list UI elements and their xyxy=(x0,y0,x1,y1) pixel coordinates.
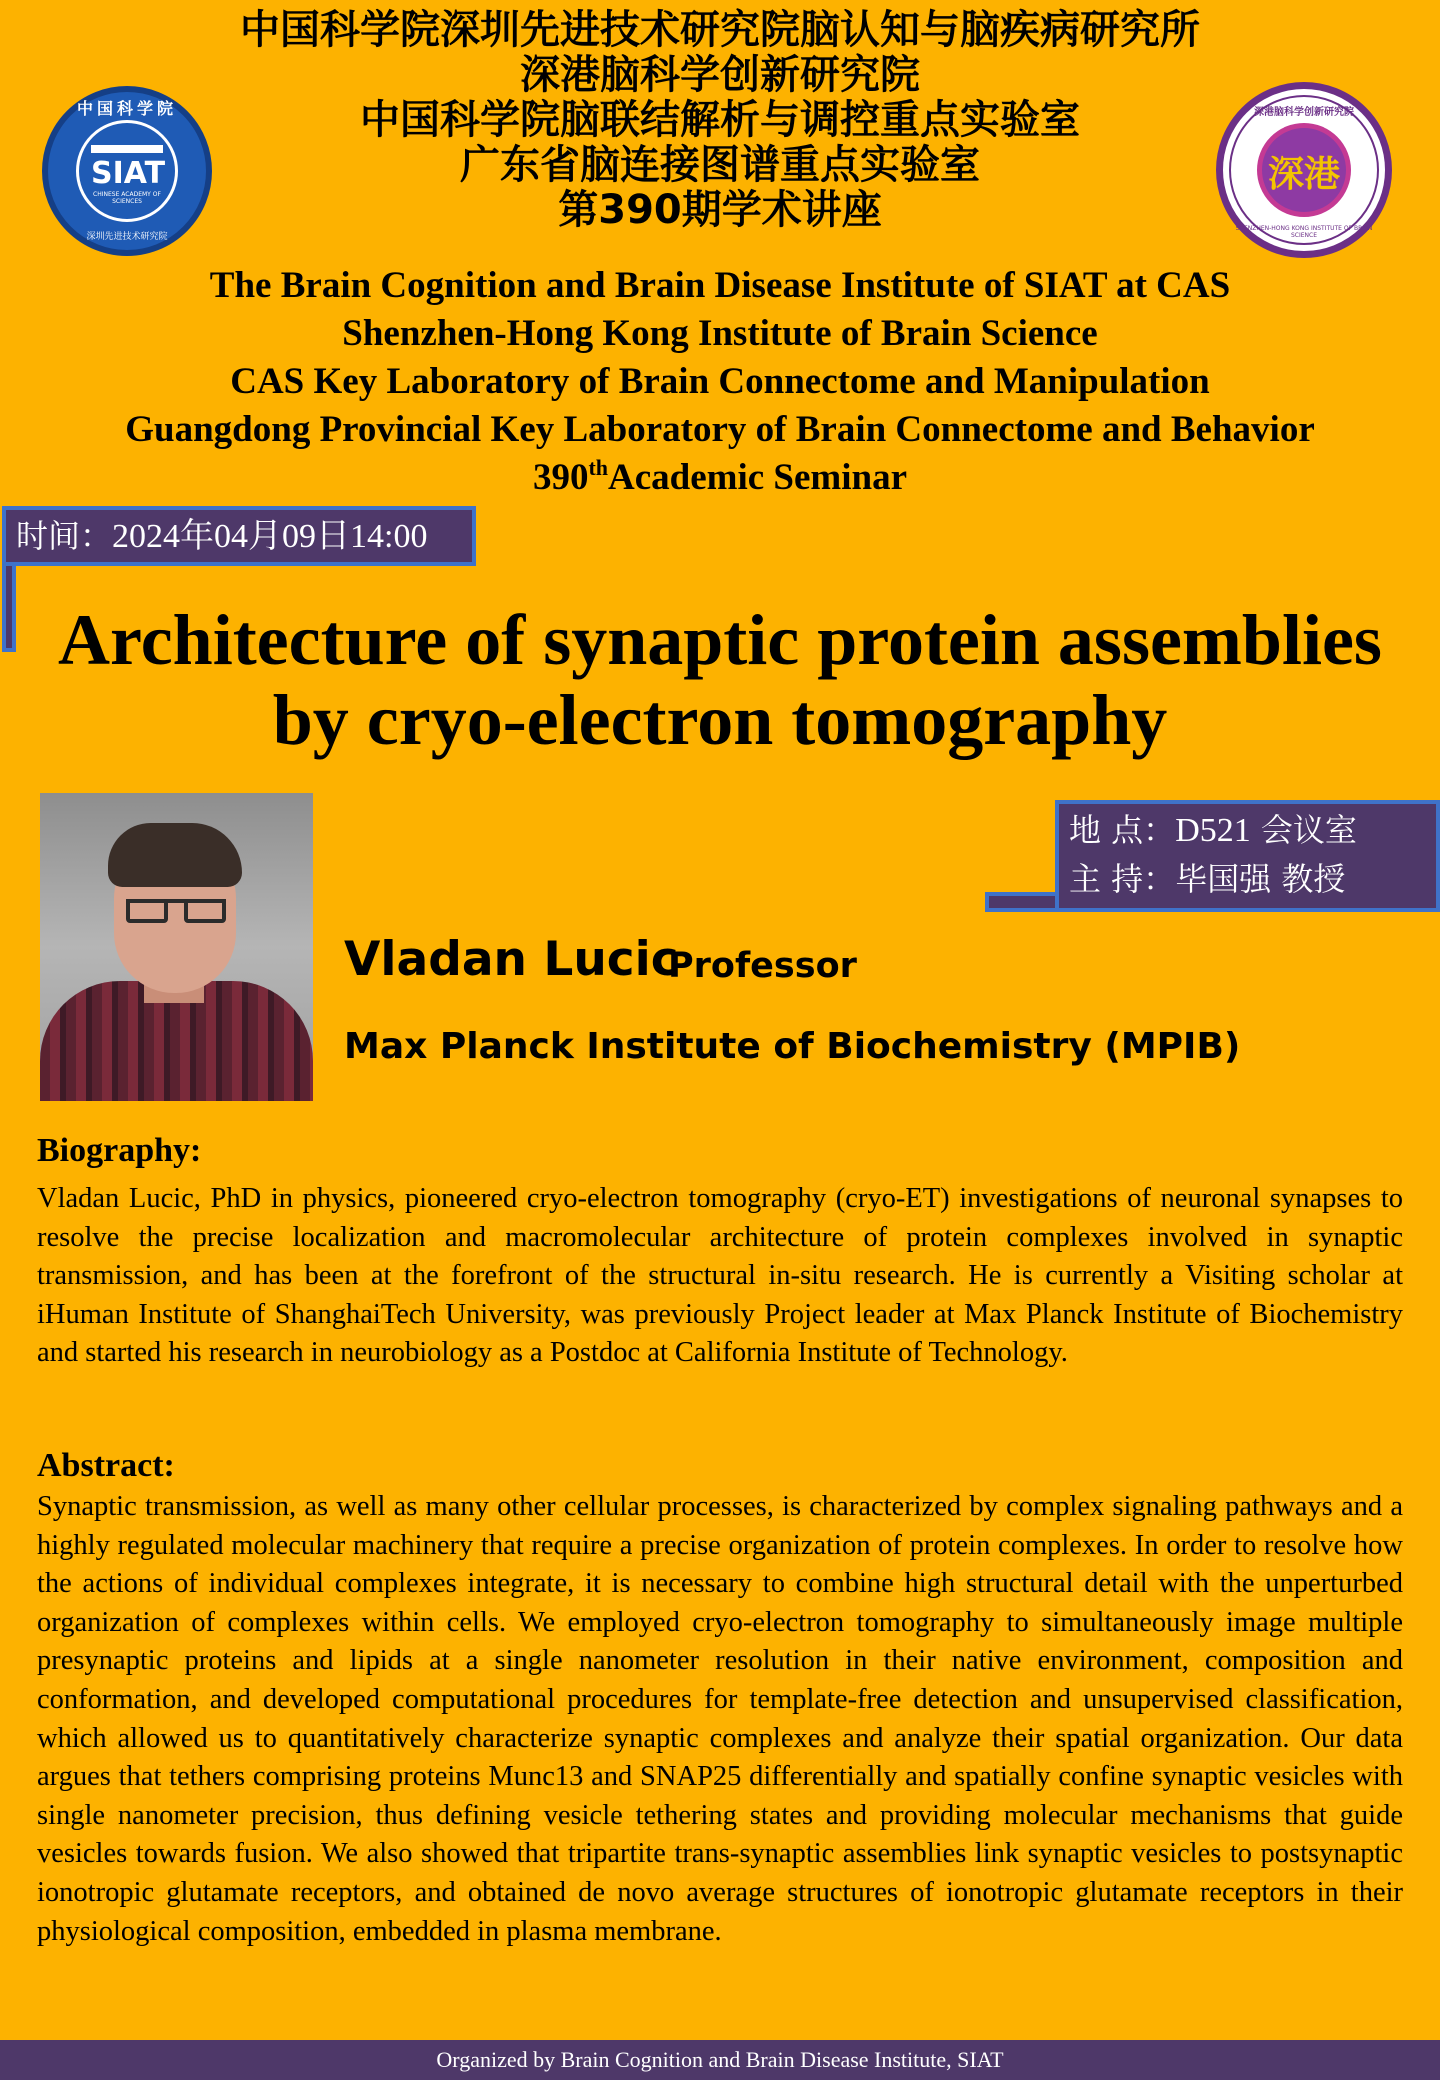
siat-logo-top-text: 中国科学院 xyxy=(76,99,177,118)
header-cn-line: 广东省脑连接图谱重点实验室 xyxy=(460,142,980,188)
seminar-number: 390 xyxy=(532,457,589,498)
header-cn-line: 深港脑科学创新研究院 xyxy=(520,52,920,98)
location-label: 地 点： xyxy=(1069,811,1176,849)
seminar-label: Academic Seminar xyxy=(608,457,908,498)
speaker-title: Professor xyxy=(668,946,857,986)
talk-title xyxy=(20,600,1420,760)
siat-logo-sub: CHINESE ACADEMY OF SCIENCES xyxy=(93,191,161,205)
speaker-institution: Max Planck Institute of Biochemistry (MPIB) xyxy=(344,1026,1241,1067)
header-en-line: Guangdong Provincial Key Laboratory of Brain Connectome and Behavior xyxy=(125,409,1315,450)
host-value: 毕国强 教授 xyxy=(1175,860,1346,898)
photo-hair xyxy=(108,823,242,887)
seminar-line xyxy=(40,454,1400,502)
host-line xyxy=(1069,855,1436,903)
time-box xyxy=(2,506,476,566)
speaker-photo xyxy=(40,793,313,1101)
footer: Organized by Brain Cognition and Brain Disease Institute, SIAT xyxy=(0,2040,1440,2080)
siat-logo-bottom-text: 深圳先进技术研究院 xyxy=(86,232,168,242)
shiobs-logo-glyph: 深港 xyxy=(1267,154,1340,195)
time-value: 2024年04月09日14:00 xyxy=(112,518,428,555)
seminar-sup: th xyxy=(588,455,609,480)
host-label: 主 持： xyxy=(1069,860,1176,898)
siat-logo-mark: SIAT xyxy=(91,145,163,191)
abstract-heading: Abstract: xyxy=(37,1447,175,1484)
location-box-stem xyxy=(985,892,1065,912)
time-label: 时间： xyxy=(16,517,113,555)
header-en-line: CAS Key Laboratory of Brain Connectome and Manipulation xyxy=(230,361,1210,402)
biography-heading: Biography: xyxy=(37,1132,202,1169)
location-room: D521 xyxy=(1175,812,1251,849)
location-line xyxy=(1069,806,1436,855)
location-room-cn: 会议室 xyxy=(1250,811,1357,849)
header-cn xyxy=(180,8,1260,233)
biography-text: Vladan Lucic, PhD in physics, pioneered cryo-electron tomography (cryo-ET) investigations of neuronal synapses to resolve the precise localization and macromolecular architecture of protein complexes involved in synaptic transmission, and has been at the forefront of the structural in-situ research. He is currently a Visiting scholar at iHuman Institute of ShanghaiTech University, was previously Project leader at Max Planck Institute of Biochemistry and started his research in neurobiology as a Postdoc at California Institute of Technology. xyxy=(37,1183,1403,1369)
header-en xyxy=(40,262,1400,502)
shiobs-logo-cn-text: 深港脑科学创新研究院 xyxy=(1254,107,1354,118)
talk-title-line: by cryo-electron tomography xyxy=(272,680,1168,760)
siat-logo-inner xyxy=(76,120,178,222)
header-en-line: The Brain Cognition and Brain Disease Institute of SIAT at CAS xyxy=(209,265,1231,306)
time-box-stem xyxy=(2,562,16,652)
header-cn-line: 第390期学术讲座 xyxy=(558,187,882,233)
brain-icon xyxy=(1257,123,1351,217)
header-cn-line: 中国科学院脑联结解析与调控重点实验室 xyxy=(360,97,1080,143)
location-box xyxy=(1055,800,1440,912)
header-cn-line: 中国科学院深圳先进技术研究院脑认知与脑疾病研究所 xyxy=(240,7,1200,53)
abstract-text: Synaptic transmission, as well as many other cellular processes, is characterized by complex signaling pathways and a highly regulated molecular machinery that require a precise organization of protein complexes. In order to resolve how the actions of individual complexes integrate, it is necessary to combine high structural detail with the unperturbed organization of complexes within cells. We employed cryo-electron tomography to simultaneously image multiple presynaptic proteins and lipids at a single nanometer resolution in their native environment, composition and conformation, and developed computational procedures for template-free detection and unsupervised classification, which allowed us to quantitatively characterize synaptic complexes and analyze their spatial organization. Our data argues that tethers comprising proteins Munc13 and SNAP25 differentially and spatially confine synaptic vesicles with single nanometer precision, thus defining vesicle tethering states and providing molecular mechanisms that guide vesicles towards fusion. We also showed that tripartite trans-synaptic assemblies link synaptic vesicles to postsynaptic ionotropic glutamate receptors, and obtained de novo average structures of ionotropic glutamate receptors in their physiological composition, embedded in plasma membrane. xyxy=(37,1491,1403,1947)
shiobs-logo-en-text: SHENZHEN-HONG KONG INSTITUTE OF BRAIN SCIENCE xyxy=(1235,225,1373,239)
talk-title-line: Architecture of synaptic protein assemblies xyxy=(58,600,1382,680)
header-en-line: Shenzhen-Hong Kong Institute of Brain Science xyxy=(342,313,1098,354)
speaker-name: Vladan Lucic xyxy=(344,932,679,987)
glasses-icon xyxy=(126,899,226,925)
